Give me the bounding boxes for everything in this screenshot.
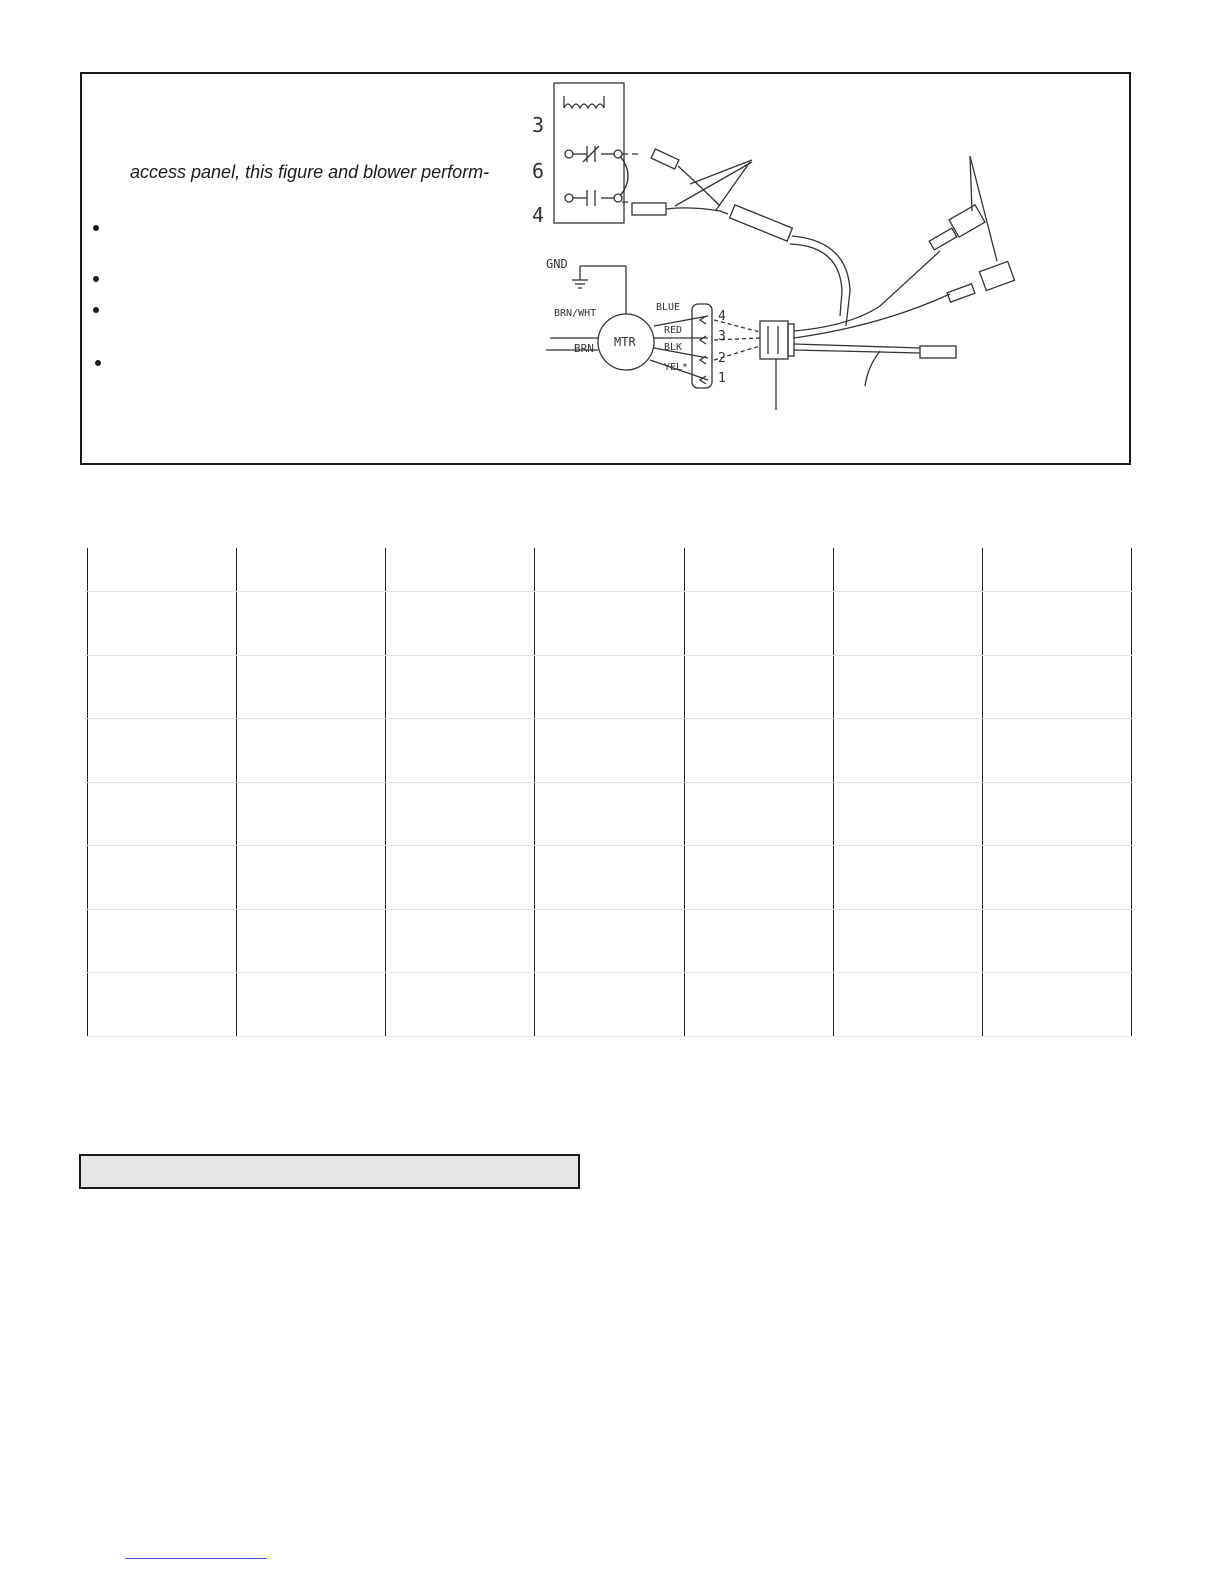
footer-link[interactable] <box>125 1558 267 1559</box>
table-cell <box>982 655 1131 719</box>
table-row <box>88 719 1132 783</box>
relay-pin-6-label: 6 <box>532 159 545 183</box>
table-row <box>88 782 1132 846</box>
table-cell <box>237 655 386 719</box>
table-cell <box>833 973 982 1037</box>
plug-pin-2-label: 2 <box>718 351 726 366</box>
table-row <box>88 655 1132 719</box>
plug-pin-1-label: 1 <box>718 371 726 386</box>
table-cell <box>386 592 535 656</box>
section-heading-bar <box>79 1154 580 1189</box>
table-cell <box>386 782 535 846</box>
table-cell <box>684 973 833 1037</box>
red-wire-label: RED <box>664 325 683 336</box>
table-header-cell <box>982 548 1131 592</box>
bullet-icon <box>93 276 99 282</box>
table-row <box>88 909 1132 973</box>
table-cell <box>982 973 1131 1037</box>
table-row <box>88 592 1132 656</box>
table-cell <box>535 592 684 656</box>
table-cell <box>684 846 833 910</box>
table-header-cell <box>237 548 386 592</box>
table-row <box>88 973 1132 1037</box>
table-header-cell <box>88 548 237 592</box>
motor-label: MTR <box>614 335 636 349</box>
table-cell <box>982 782 1131 846</box>
table-cell <box>833 655 982 719</box>
table-cell <box>982 592 1131 656</box>
table-cell <box>684 909 833 973</box>
table-cell <box>535 973 684 1037</box>
table-header-cell <box>386 548 535 592</box>
table-cell <box>982 909 1131 973</box>
table-header-cell <box>833 548 982 592</box>
table-cell <box>237 973 386 1037</box>
table-cell <box>237 719 386 783</box>
table-cell <box>833 719 982 783</box>
table-cell <box>833 592 982 656</box>
brown-wire-label: BRN <box>574 342 594 355</box>
wiring-diagram <box>520 76 1120 456</box>
table-cell <box>684 592 833 656</box>
table-cell <box>237 909 386 973</box>
table-cell <box>833 846 982 910</box>
table-cell <box>88 655 237 719</box>
table-cell <box>237 846 386 910</box>
bullet-icon <box>95 360 101 366</box>
table-cell <box>535 909 684 973</box>
table-header-cell <box>535 548 684 592</box>
table-cell <box>684 719 833 783</box>
table-cell <box>386 909 535 973</box>
table-cell <box>88 782 237 846</box>
plug-pin-3-label: 3 <box>718 329 726 344</box>
table-cell <box>237 592 386 656</box>
table-row <box>88 846 1132 910</box>
performance-table <box>87 548 1132 1037</box>
table-cell <box>535 846 684 910</box>
table-cell <box>535 655 684 719</box>
table-cell <box>237 782 386 846</box>
table-cell <box>982 846 1131 910</box>
figure-note-text: access panel, this figure and blower perform- <box>130 162 490 182</box>
table-cell <box>88 846 237 910</box>
ground-label: GND <box>546 257 568 271</box>
table-cell <box>386 655 535 719</box>
table-header-row <box>88 548 1132 592</box>
table-cell <box>833 909 982 973</box>
table-cell <box>535 719 684 783</box>
table-cell <box>535 782 684 846</box>
table-cell <box>88 909 237 973</box>
table-cell <box>88 719 237 783</box>
relay-coil-icon <box>564 104 604 108</box>
relay-pin-4-label: 4 <box>532 203 545 227</box>
table-cell <box>833 782 982 846</box>
table-cell <box>88 592 237 656</box>
yellow-wire-label: YEL* <box>664 362 689 373</box>
table-cell <box>684 782 833 846</box>
bullet-icon <box>93 225 99 231</box>
table-cell <box>386 719 535 783</box>
brown-white-wire-label: BRN/WHT <box>554 308 597 319</box>
table-cell <box>684 655 833 719</box>
table-header-cell <box>684 548 833 592</box>
relay-pin-3-label: 3 <box>532 113 545 137</box>
table-cell <box>982 719 1131 783</box>
table-cell <box>88 973 237 1037</box>
table-cell <box>386 846 535 910</box>
blue-wire-label: BLUE <box>656 302 681 313</box>
black-wire-label: BLK <box>664 342 683 353</box>
table-cell <box>386 973 535 1037</box>
plug-pin-4-label: 4 <box>718 309 726 324</box>
bullet-icon <box>93 307 99 313</box>
